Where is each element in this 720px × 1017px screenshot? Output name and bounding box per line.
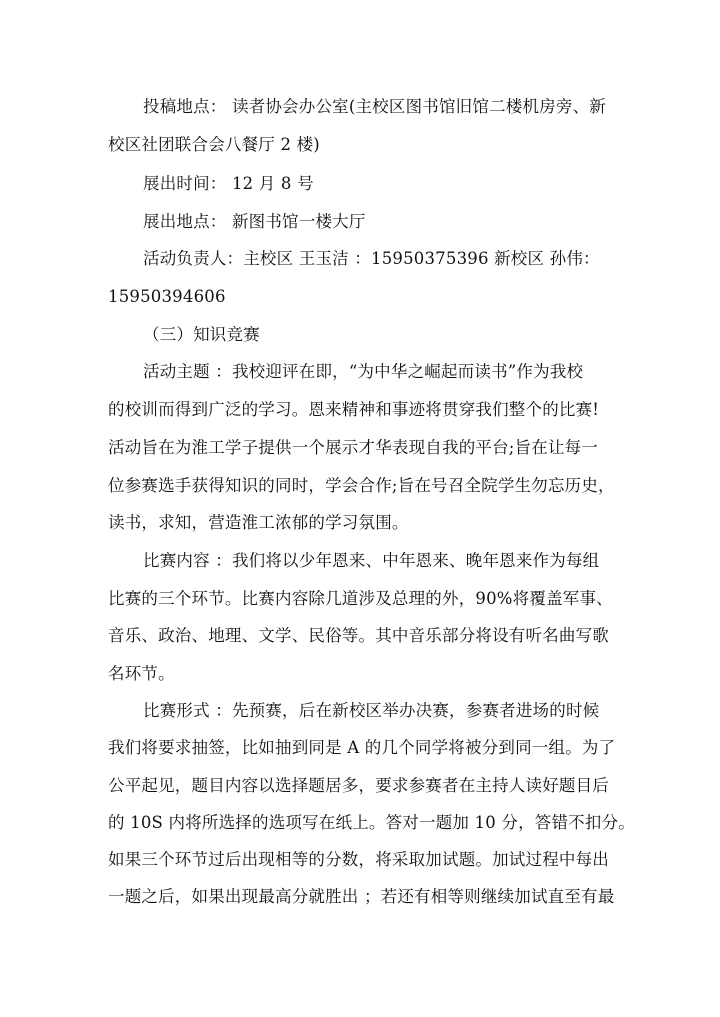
activity-contact-phone-line: 15950394606 xyxy=(108,287,226,306)
section-heading: （三）知识竞赛 xyxy=(143,325,260,344)
exhibition-location-line: 展出地点： 新图书馆一楼大厅 xyxy=(143,212,366,231)
activity-contact-line: 活动负责人：主校区 王玉洁 ：15950375396 新校区 孙伟： xyxy=(143,249,600,268)
paragraph-line: 名环节。 xyxy=(108,664,175,683)
paragraph-line: 活动主题 ：我校迎评在即，“为中华之崛起而读书”作为我校 xyxy=(143,362,584,381)
submission-location-line-continued: 校区社团联合会八餐厅 2 楼) xyxy=(108,135,320,154)
paragraph-line: 公平起见，题目内容以选择题居多，要求参赛者在主持人读好题目后 xyxy=(108,776,609,795)
paragraph-line: 读书，求知，营造淮工浓郁的学习氛围。 xyxy=(108,513,409,532)
paragraph-line: 我们将要求抽签，比如抽到同是 A 的几个同学将被分到同一组。为了 xyxy=(108,738,616,757)
paragraph-line: 的校训而得到广泛的学习。恩来精神和事迹将贯穿我们整个的比赛! xyxy=(108,400,600,419)
paragraph-line: 音乐、政治、地理、文学、民俗等。其中音乐部分将设有听名曲写歌 xyxy=(108,626,609,645)
exhibition-time-line: 展出时间： 12 月 8 号 xyxy=(143,174,314,193)
paragraph-line: 位参赛选手获得知识的同时，学会合作;旨在号召全院学生勿忘历史， xyxy=(108,476,615,495)
paragraph-line: 比赛内容 ：我们将以少年恩来、中年恩来、晚年恩来作为每组 xyxy=(143,551,600,570)
submission-location-line: 投稿地点： 读者协会办公室(主校区图书馆旧馆二楼机房旁、新 xyxy=(143,97,606,116)
paragraph-line: 活动旨在为淮工学子提供一个展示才华表现自我的平台;旨在让每一 xyxy=(108,438,599,457)
paragraph-line: 比赛的三个环节。比赛内容除几道涉及总理的外，90%将覆盖军事、 xyxy=(108,589,613,608)
paragraph-line: 比赛形式 ：先预赛，后在新校区举办决赛，参赛者进场的时候 xyxy=(143,701,600,720)
paragraph-line: 如果三个环节过后出现相等的分数，将采取加试题。加试过程中每出 xyxy=(108,850,609,869)
paragraph-line: 一题之后，如果出现最高分就胜出 ；若还有相等则继续加试直至有最 xyxy=(108,887,615,906)
paragraph-line: 的 10S 内将所选择的选项写在纸上。答对一题加 10 分，答错不扣分。 xyxy=(108,813,635,832)
